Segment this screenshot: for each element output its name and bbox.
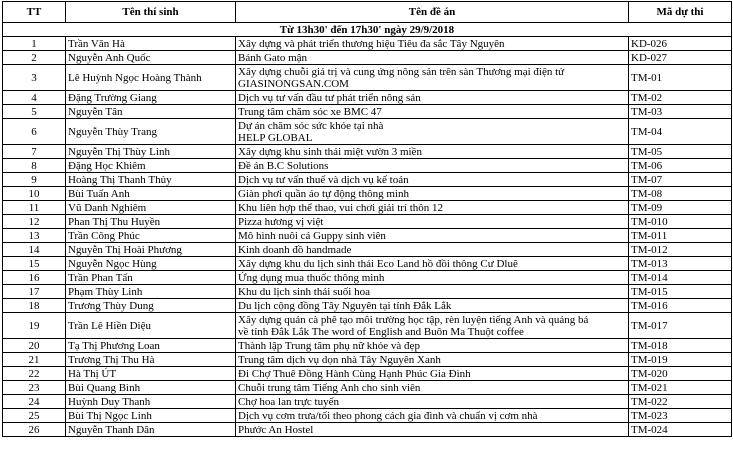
row-number: 22	[3, 367, 66, 381]
table-row	[3, 201, 732, 215]
project-title	[236, 299, 629, 313]
entry-code: TM-016	[629, 299, 732, 313]
candidate-name: Trương Thùy Dung	[66, 299, 236, 313]
project-title	[236, 215, 629, 229]
candidate-name: Bùi Quang Bình	[66, 381, 236, 395]
project-title-line: GIASINONGSAN.COM	[238, 77, 349, 90]
candidate-name: Nguyễn Thanh Dân	[66, 423, 236, 437]
header-name: Tên thí sinh	[66, 2, 236, 23]
project-title	[236, 285, 629, 299]
project-title	[236, 187, 629, 201]
project-title-line: Xây dựng khu du lịch sinh thái Eco Land hồ đồi thông Cư Dluê	[238, 257, 518, 270]
table-row	[3, 243, 732, 257]
row-number: 20	[3, 339, 66, 353]
row-number: 17	[3, 285, 66, 299]
table-row	[3, 353, 732, 367]
entry-code: TM-03	[629, 105, 732, 119]
session-label: Từ 13h30' đến 17h30' ngày 29/9/2018	[3, 23, 732, 37]
row-number: 7	[3, 145, 66, 159]
table-row	[3, 105, 732, 119]
candidate-name: Đặng Học Khiêm	[66, 159, 236, 173]
entry-code: TM-07	[629, 173, 732, 187]
project-title	[236, 271, 629, 285]
candidate-name: Trần Văn Hà	[66, 37, 236, 51]
header-code: Mã dự thi	[629, 2, 732, 23]
candidate-name: Nguyễn Anh Quốc	[66, 51, 236, 65]
candidate-name: Trần Phan Tấn	[66, 271, 236, 285]
project-title-line: Xây dựng chuỗi giá trị và cung ứng nông sản trên sàn Thương mại điện tử	[238, 65, 565, 78]
table-row	[3, 159, 732, 173]
project-title	[236, 145, 629, 159]
project-title-line: về tỉnh Đắk Lắk The word of English and Buôn Ma Thuột coffee	[238, 325, 524, 338]
project-title-line: Phước An Hostel	[238, 423, 314, 436]
table-row	[3, 367, 732, 381]
project-title	[236, 313, 629, 339]
project-title-line: Trung tâm dịch vụ dọn nhà Tây Nguyên Xanh	[238, 353, 441, 366]
project-title	[236, 37, 629, 51]
table-header	[3, 2, 732, 23]
candidate-name: Lê Huỳnh Ngọc Hoàng Thành	[66, 65, 236, 91]
table-row	[3, 423, 732, 437]
project-title	[236, 91, 629, 105]
candidate-name: Vũ Danh Nghiêm	[66, 201, 236, 215]
row-number: 26	[3, 423, 66, 437]
project-title-line: Xây dựng và phát triển thương hiệu Tiêu đa sắc Tây Nguyên	[238, 37, 505, 50]
row-number: 2	[3, 51, 66, 65]
entry-code: TM-06	[629, 159, 732, 173]
table-row	[3, 313, 732, 339]
project-title-line: Đi Chợ Thuê Đồng Hành Cùng Hạnh Phúc Gia Đình	[238, 367, 471, 380]
project-title-line: Dịch vụ tư vấn thuế và dịch vụ kế toán	[238, 173, 409, 186]
project-title-line: Ứng dụng mua thuốc thông minh	[238, 271, 385, 284]
project-title-line: Khu liên hợp thể thao, vui chơi giải trí thôn 12	[238, 201, 444, 214]
candidate-name: Nguyễn Ngọc Hùng	[66, 257, 236, 271]
project-title-line: Dịch vụ cơm trưa/tối theo phong cách gia đình và chuẩn vị cơm nhà	[238, 409, 538, 422]
entry-code: TM-014	[629, 271, 732, 285]
project-title-line: Mô hình nuôi cá Guppy sinh viên	[238, 229, 386, 242]
entry-code: TM-04	[629, 119, 732, 145]
candidate-name: Phạm Thùy Linh	[66, 285, 236, 299]
table-row	[3, 173, 732, 187]
entry-code: TM-020	[629, 367, 732, 381]
table-row	[3, 381, 732, 395]
project-title	[236, 105, 629, 119]
header-row	[3, 2, 732, 23]
table-body	[3, 23, 732, 437]
table-row	[3, 271, 732, 285]
project-title-line: Chuỗi trung tâm Tiếng Anh cho sinh viên	[238, 381, 421, 394]
entry-code: TM-05	[629, 145, 732, 159]
row-number: 24	[3, 395, 66, 409]
project-title-line: Chợ hoa lan trực tuyến	[238, 395, 339, 408]
entry-code: TM-023	[629, 409, 732, 423]
project-title-line: Du lịch cộng đồng Tây Nguyên tại tỉnh Đắk Lắk	[238, 299, 452, 312]
entry-code: TM-010	[629, 215, 732, 229]
row-number: 19	[3, 313, 66, 339]
row-number: 8	[3, 159, 66, 173]
candidate-name: Nguyễn Thùy Trang	[66, 119, 236, 145]
table-row	[3, 257, 732, 271]
row-number: 5	[3, 105, 66, 119]
row-number: 12	[3, 215, 66, 229]
entry-code: TM-022	[629, 395, 732, 409]
entry-code: TM-012	[629, 243, 732, 257]
project-title	[236, 51, 629, 65]
schedule-table	[2, 1, 732, 437]
project-title-line: Bánh Gato mận	[238, 51, 308, 64]
row-number: 15	[3, 257, 66, 271]
table-row	[3, 229, 732, 243]
entry-code: TM-019	[629, 353, 732, 367]
project-title	[236, 173, 629, 187]
project-title	[236, 257, 629, 271]
project-title-line: Pizza hương vị việt	[238, 215, 324, 228]
row-number: 3	[3, 65, 66, 91]
project-title	[236, 353, 629, 367]
project-title-line: Dự án chăm sóc sức khỏe tại nhà	[238, 119, 384, 132]
table-row	[3, 91, 732, 105]
candidate-name: Nguyễn Thị Hoài Phương	[66, 243, 236, 257]
entry-code: KD-027	[629, 51, 732, 65]
table-row	[3, 395, 732, 409]
entry-code: TM-015	[629, 285, 732, 299]
project-title	[236, 423, 629, 437]
entry-code: TM-01	[629, 65, 732, 91]
row-number: 4	[3, 91, 66, 105]
table-row	[3, 215, 732, 229]
header-tt: TT	[3, 2, 66, 23]
row-number: 18	[3, 299, 66, 313]
project-title-line: Xây dựng quán cà phê tạo môi trường học tập, rèn luyện tiếng Anh và quảng bá	[238, 313, 589, 326]
project-title	[236, 243, 629, 257]
row-number: 1	[3, 37, 66, 51]
candidate-name: Trương Thị Thu Hà	[66, 353, 236, 367]
row-number: 10	[3, 187, 66, 201]
project-title-line: Thành lập Trung tâm phụ nữ khỏe và đẹp	[238, 339, 420, 352]
table-row	[3, 339, 732, 353]
header-project: Tên đề án	[236, 2, 629, 23]
session-row	[3, 23, 732, 37]
candidate-name: Bùi Tuấn Anh	[66, 187, 236, 201]
project-title	[236, 409, 629, 423]
project-title	[236, 159, 629, 173]
entry-code: TM-021	[629, 381, 732, 395]
project-title-line: Khu du lịch sinh thái suối hoa	[238, 285, 370, 298]
row-number: 16	[3, 271, 66, 285]
project-title-line: HELP GLOBAL	[238, 131, 313, 144]
row-number: 9	[3, 173, 66, 187]
project-title-line: Đề án B.C Solutions	[238, 159, 329, 172]
table-row	[3, 65, 732, 91]
row-number: 11	[3, 201, 66, 215]
entry-code: TM-02	[629, 91, 732, 105]
row-number: 6	[3, 119, 66, 145]
project-title	[236, 339, 629, 353]
candidate-name: Trần Lê Hiền Diệu	[66, 313, 236, 339]
candidate-name: Hoàng Thị Thanh Thủy	[66, 173, 236, 187]
project-title	[236, 229, 629, 243]
project-title	[236, 119, 629, 145]
entry-code: KD-026	[629, 37, 732, 51]
table-row	[3, 285, 732, 299]
candidate-name: Trần Công Phúc	[66, 229, 236, 243]
project-title	[236, 381, 629, 395]
entry-code: TM-08	[629, 187, 732, 201]
row-number: 14	[3, 243, 66, 257]
table-row	[3, 51, 732, 65]
table-row	[3, 37, 732, 51]
entry-code: TM-013	[629, 257, 732, 271]
entry-code: TM-011	[629, 229, 732, 243]
candidate-name: Đặng Trường Giang	[66, 91, 236, 105]
project-title-line: Xây dựng khu sinh thái miệt vườn 3 miền	[238, 145, 422, 158]
project-title	[236, 201, 629, 215]
candidate-name: Huỳnh Duy Thanh	[66, 395, 236, 409]
candidate-name: Nguyễn Thị Thùy Linh	[66, 145, 236, 159]
project-title	[236, 65, 629, 91]
candidate-name: Nguyễn Tân	[66, 105, 236, 119]
entry-code: TM-024	[629, 423, 732, 437]
candidate-name: Bùi Thị Ngọc Linh	[66, 409, 236, 423]
row-number: 25	[3, 409, 66, 423]
entry-code: TM-09	[629, 201, 732, 215]
entry-code: TM-018	[629, 339, 732, 353]
table-row	[3, 409, 732, 423]
table-row	[3, 145, 732, 159]
project-title-line: Giàn phơi quần áo tự động thông minh	[238, 187, 409, 200]
project-title	[236, 395, 629, 409]
candidate-name: Tạ Thị Phương Loan	[66, 339, 236, 353]
row-number: 13	[3, 229, 66, 243]
project-title-line: Kinh doanh đồ handmade	[238, 243, 352, 256]
candidate-name: Hà Thị ÚT	[66, 367, 236, 381]
project-title-line: Dịch vụ tư vấn đầu tư phát triển nông sản	[238, 91, 421, 104]
row-number: 23	[3, 381, 66, 395]
project-title	[236, 367, 629, 381]
entry-code: TM-017	[629, 313, 732, 339]
table-row	[3, 187, 732, 201]
table-row	[3, 119, 732, 145]
project-title-line: Trung tâm chăm sóc xe BMC 47	[238, 105, 382, 118]
candidate-name: Phan Thị Thu Huyền	[66, 215, 236, 229]
table-row	[3, 299, 732, 313]
row-number: 21	[3, 353, 66, 367]
